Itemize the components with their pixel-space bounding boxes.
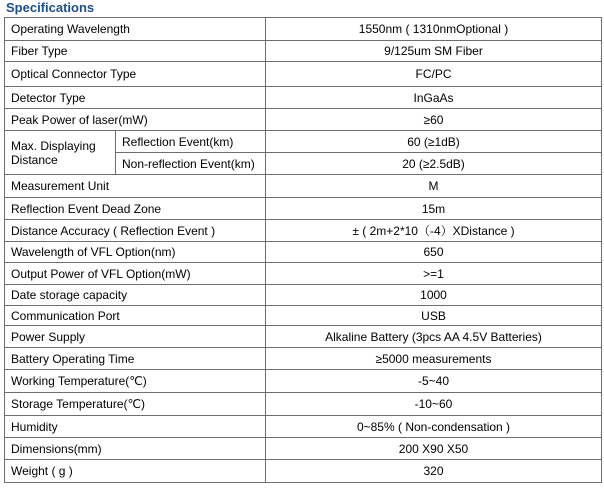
row-value: 200 X90 X50 [266,438,602,460]
table-row [5,41,602,62]
row-label: Weight ( g ) [5,460,266,483]
row-value: 650 [266,242,602,263]
row-value: -5~40 [266,370,602,393]
row-label: Dimensions(mm) [5,438,266,460]
row-value: >=1 [266,263,602,285]
row-label: Peak Power of laser(mW) [5,109,266,131]
table-row [5,285,602,306]
row-value: 320 [266,460,602,483]
table-row [5,109,602,131]
row-label: Battery Operating Time [5,348,266,370]
row-value: 15m [266,198,602,220]
row-label: Fiber Type [5,41,266,62]
row-value: 20 (≥2.5dB) [266,153,602,175]
row-value: -10~60 [266,393,602,416]
table-row [5,18,602,41]
table-row [5,326,602,348]
row-label: Output Power of VFL Option(mW) [5,263,266,285]
table-row [5,416,602,438]
row-value: USB [266,306,602,326]
row-value: 0~85% ( Non-condensation ) [266,416,602,438]
table-row [5,62,602,87]
row-label: Distance Accuracy ( Reflection Event ) [5,220,266,242]
row-label: Operating Wavelength [5,18,266,41]
row-label: Wavelength of VFL Option(nm) [5,242,266,263]
table-row [5,87,602,109]
row-value: 60 (≥1dB) [266,131,602,153]
row-value: Alkaline Battery (3pcs AA 4.5V Batteries) [266,326,602,348]
table-row [5,460,602,483]
table-row [5,263,602,285]
table-row [5,131,602,153]
table-row [5,220,602,242]
row-label: Storage Temperature(℃) [5,393,266,416]
sub-row-label: Non-reflection Event(km) [116,153,266,175]
table-row [5,306,602,326]
row-label: Max. Displaying Distance [5,131,116,175]
row-label: Optical Connector Type [5,62,266,87]
specifications-table [4,17,602,483]
sub-row-label: Reflection Event(km) [116,131,266,153]
table-row [5,175,602,198]
row-label: Reflection Event Dead Zone [5,198,266,220]
table-row [5,242,602,263]
table-row [5,348,602,370]
table-row [5,393,602,416]
row-value: InGaAs [266,87,602,109]
row-value: ≥60 [266,109,602,131]
row-value: FC/PC [266,62,602,87]
row-label: Detector Type [5,87,266,109]
table-row [5,438,602,460]
row-label: Humidity [5,416,266,438]
row-value: ≥5000 measurements [266,348,602,370]
row-label: Date storage capacity [5,285,266,306]
page-title: Specifications [6,0,95,15]
row-value: M [266,175,602,198]
row-label: Communication Port [5,306,266,326]
row-label: Working Temperature(℃) [5,370,266,393]
row-label: Measurement Unit [5,175,266,198]
row-value: ± ( 2m+2*10（-4）XDistance ) [266,220,602,242]
row-value: 1000 [266,285,602,306]
row-value: 9/125um SM Fiber [266,41,602,62]
table-row [5,198,602,220]
row-value: 1550nm ( 1310nmOptional ) [266,18,602,41]
row-label: Power Supply [5,326,266,348]
table-row [5,370,602,393]
